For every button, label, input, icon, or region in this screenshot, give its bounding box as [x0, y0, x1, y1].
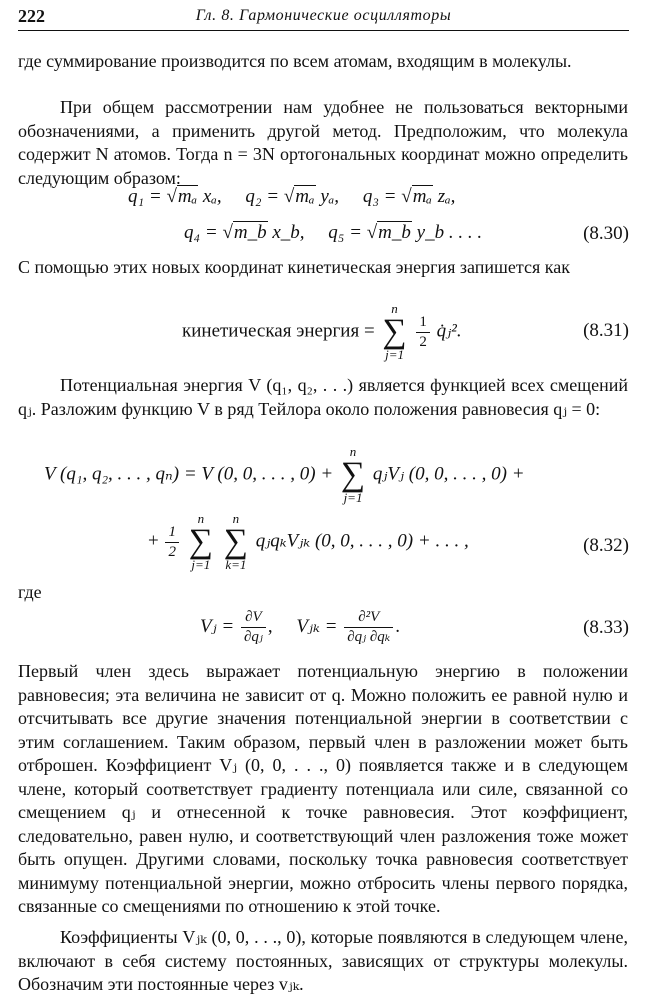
equation-8-31: кинетическая энергия = n ∑ j=1 $\frac{1}{2}$ q̇ⱼ². [182, 301, 462, 362]
summation-symbol: n ∑ j=1 [382, 301, 407, 362]
label-where: где [18, 582, 42, 602]
paragraph-2: При общем рассмотрении нам удобнее не пользоваться векторными обозначениями, а применить другой метод. Предположим, что молекула содержит N атомов. Тогда n = 3N ортогональных координат можно определить следующим образом: [18, 97, 628, 188]
page-header [18, 4, 629, 31]
running-head: Гл. 8. Гармонические осцилляторы [195, 7, 452, 24]
paragraph-1: где суммирование производится по всем атомам, входящим в молекулы. [18, 51, 572, 71]
equation-8-30-line-1: q₁ = √mₐ xₐ, q₂ = √mₐ yₐ, q₃ = √mₐ zₐ, [128, 186, 456, 207]
paragraph-6: Первый член здесь выражает потенциальную энергию в положении равновесия; эта величина не зависит от q. Можно положить ее равной нулю и отсчитывать все другие значения потенциальной энергии в соответствии с этим соглашением. Таким образом, первый член в разложении может быть отброшен. Коэффициент Vⱼ (0, 0, . . ., 0) появляется также и в следующем члене, который соответствует градиенту потенциала или силе, связанной со смещением qⱼ и отнесенной к точке равновесия. Этот коэффициент, следовательно, равен нулю, и соответствующий член разложения тоже может быть опущен. Другими словами, поскольку точка равновесия соответствует минимуму потенциальной энергии, можно отбросить члены первого порядка, связанные со смещениями по отношению к этой точке. [18, 661, 628, 916]
paragraph-3: С помощью этих новых координат кинетическая энергия запишется как [18, 257, 570, 277]
equation-8-32-line-1: V (q₁, q₂, . . . , qₙ) = V (0, 0, . . . , 0) + n ∑ j=1 qⱼVⱼ (0, 0, . . . , 0) + [44, 444, 525, 505]
equation-number-8-32: (8.32) [583, 535, 629, 556]
equation-8-32-line-2: + $\frac{1}{2}$ n ∑ j=1 n ∑ k=1 qⱼqₖVⱼₖ (0, 0, . . . , 0) + . . . , [148, 511, 469, 572]
paragraph-7: Коэффициенты Vⱼₖ (0, 0, . . ., 0), которые появляются в следующем члене, включают в себя систему постоянных, зависящих от структуры молекулы. Обозначим эти постоянные через vⱼₖ. [18, 927, 628, 994]
summation-symbol: n ∑ k=1 [223, 511, 248, 572]
paragraph-4: Потенциальная энергия V (q₁, q₂, . . .) является функцией всех смещений qⱼ. Разложим функцию V в ряд Тейлора около положения равновесия qⱼ = 0: [18, 375, 628, 419]
equation-number-8-30: (8.30) [583, 223, 629, 244]
equation-8-30-line-2: q₄ = √m_b x_b, q₅ = √m_b y_b . . . . [184, 222, 483, 243]
equation-8-33: Vⱼ = $\frac{\partial V}{\text{∂qⱼ}}$ , Vⱼₖ = $\frac{\text{∂²V}}{\text{∂qⱼ ∂qₖ}}$ . [200, 609, 400, 645]
equation-number-8-33: (8.33) [583, 617, 629, 638]
summation-symbol: n ∑ j=1 [188, 511, 213, 572]
equation-number-8-31: (8.31) [583, 320, 629, 341]
summation-symbol: n ∑ j=1 [340, 444, 366, 505]
page-number: 222 [18, 6, 45, 26]
